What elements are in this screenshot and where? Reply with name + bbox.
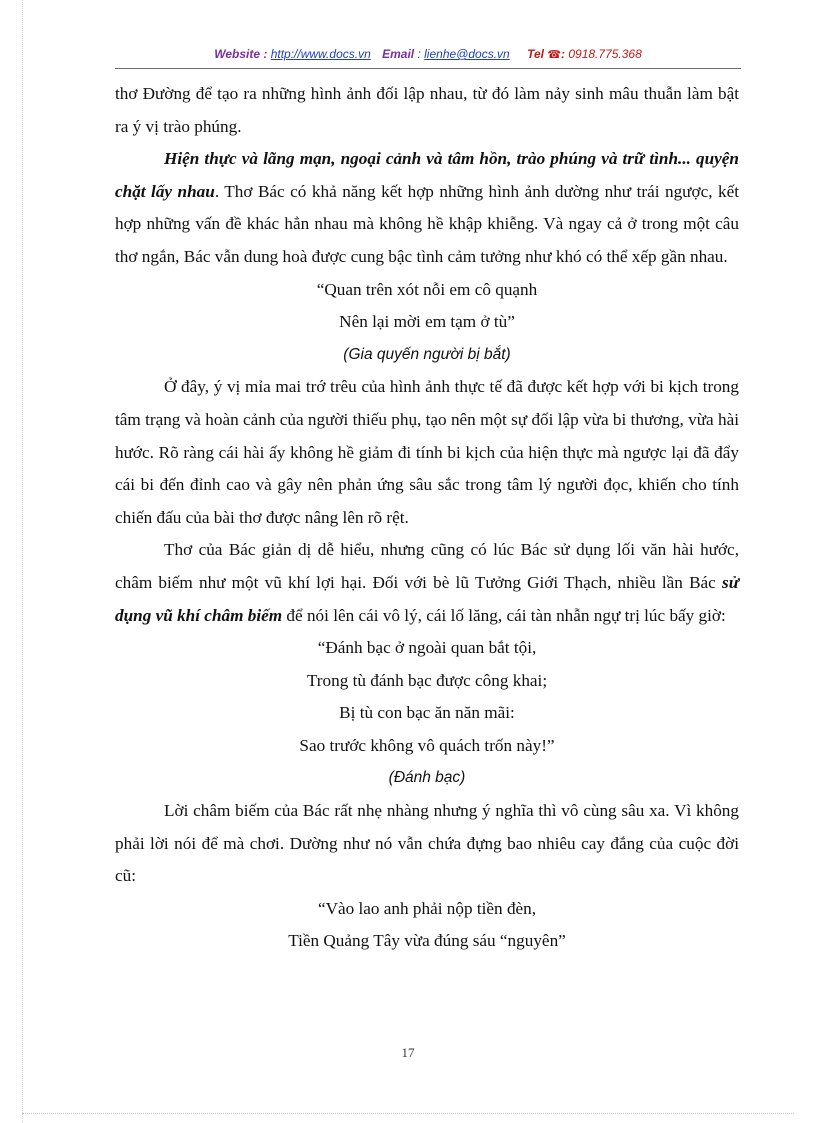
- phone-icon: ☎: [547, 49, 562, 61]
- poem-1-citation: (Gia quyến người bị bắt): [343, 345, 511, 363]
- header-rule: [115, 68, 741, 69]
- poem-1-line-1: “Quan trên xót nỗi em cô quạnh: [316, 279, 538, 299]
- page-left-border: [22, 0, 23, 1123]
- paragraph-4-text-pre: Thơ của Bác giản dị dễ hiểu, nhưng cũng có lúc Bác sử dụng lối văn hài hước, châm biếm như một vũ khí lợi hại. Đối với bè lũ Tưởng Giới Thạch, nhiều lần Bác: [115, 540, 739, 592]
- paragraph-2-text: . Thơ Bác có khả năng kết hợp những hình ảnh dường như trái ngược, kết hợp những vấn đề khác hẳn nhau mà không hề khập khiễng. Và ngay cả ở trong một câu thơ ngắn, Bác vẫn dung hoà được cung bậc tình cảm tưởng như khó có thể xếp gần nhau.: [115, 181, 739, 266]
- paragraph-5: Lời châm biếm của Bác rất nhẹ nhàng nhưng ý nghĩa thì vô cùng sâu xa. Vì không phải lời nói để mà chơi. Dường như nó vẫn chứa đựng bao nhiêu cay đắng của cuộc đời cũ:: [115, 801, 739, 886]
- paragraph-3: Ở đây, ý vị mỉa mai trớ trêu của hình ảnh thực tế đã được kết hợp với bi kịch trong tâm trạng và hoàn cảnh của người thiếu phụ, tạo nên một sự đối lập vừa bi thương, vừa hài hước. Rõ ràng cái hài ấy không hề giảm đi tính bi kịch của hiện thực mà ngược lại đã đẩy cái bi đến đỉnh cao và gây nên phản ứng sâu sắc trong tâm lý người đọc, khiến cho tính chiến đấu của bài thơ được nâng lên rõ rệt.: [115, 377, 739, 527]
- poem-2-line-2: Trong tù đánh bạc được công khai;: [306, 670, 548, 690]
- paragraph-1: thơ Đường để tạo ra những hình ảnh đối lập nhau, từ đó làm nảy sinh mâu thuẫn làm bật ra ý vị trào phúng.: [115, 84, 739, 136]
- poem-3-line-2: Tiền Quảng Tây vừa đúng sáu “nguyên”: [288, 931, 566, 951]
- document-body: [115, 78, 739, 958]
- tel-separator: :: [561, 47, 566, 61]
- poem-1-line-2: Nên lại mời em tạm ở tù”: [339, 312, 515, 332]
- page-bottom-border: [22, 1113, 794, 1114]
- paragraph-4-text-post: để nói lên cái vô lý, cái lố lăng, cái tàn nhẫn ngự trị lúc bấy giờ:: [282, 605, 726, 625]
- email-link[interactable]: lienhe@docs.vn: [424, 47, 510, 61]
- paragraph-2-emphasis: Hiện thực và lãng mạn, ngoại cảnh và tâm hồn, trào phúng và trữ tình... quyện chặt lấy nhau: [115, 149, 739, 201]
- paragraph-4: [115, 534, 739, 632]
- paragraph-4-emphasis: sử dụng vũ khí châm biếm: [115, 572, 739, 625]
- poem-3-line-1: “Vào lao anh phải nộp tiền đèn,: [317, 898, 537, 918]
- poem-2-line-3: Bị tù con bạc ăn năn mãi:: [339, 703, 515, 723]
- poem-2-line-4: Sao trước không vô quách trốn này!”: [299, 735, 555, 755]
- phone-number: 0918.775.368: [568, 47, 642, 61]
- email-label: Email: [382, 47, 415, 61]
- website-label: Website :: [214, 47, 268, 61]
- poem-2-line-1: “Đánh bạc ở ngoài quan bắt tội,: [317, 638, 537, 658]
- paragraph-2: [115, 143, 739, 273]
- tel-label: Tel: [527, 47, 544, 61]
- website-link[interactable]: http://www.docs.vn: [270, 47, 371, 61]
- email-separator: :: [417, 47, 421, 61]
- page-header: [115, 47, 741, 67]
- page-number: 17: [401, 1045, 415, 1060]
- poem-2-citation: (Đánh bạc): [388, 769, 466, 787]
